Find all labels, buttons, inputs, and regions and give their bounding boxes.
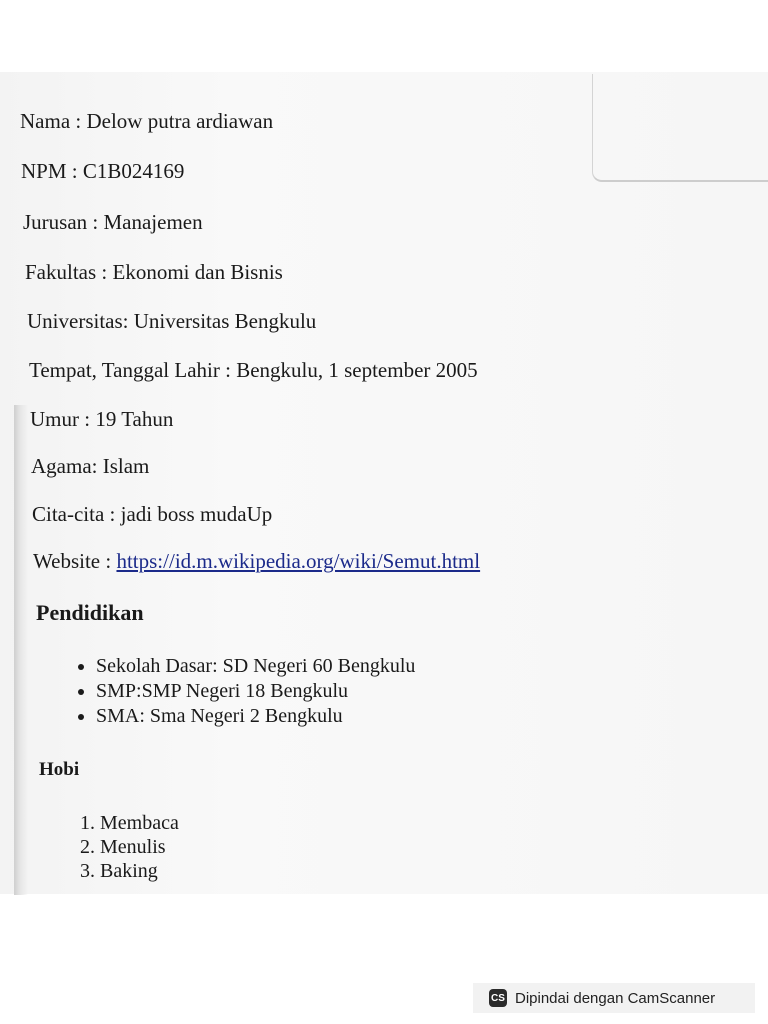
jurusan-line: Jurusan : Manajemen [23,210,203,234]
list-item: • SMP:SMP Negeri 18 Bengkulu [96,679,415,704]
hobi-heading: Hobi [39,759,80,780]
list-item: 3. Baking [100,859,179,883]
pendidikan-list [0,654,415,729]
cita-cita-line: Cita-cita : jadi boss mudaUp [32,502,273,526]
umur-line: Umur : 19 Tahun [30,407,174,431]
ttl-line: Tempat, Tanggal Lahir : Bengkulu, 1 september 2005 [29,358,478,382]
website-label: Website : [33,549,117,573]
camscanner-badge [473,983,755,1013]
fakultas-line: Fakultas : Ekonomi dan Bisnis [25,260,283,284]
npm-line: NPM : C1B024169 [21,159,185,183]
corner-fold [592,74,768,182]
camscanner-logo-icon: CS [489,989,507,1007]
list-item: 1. Membaca [100,811,179,835]
list-item: 2. Menulis [100,835,179,859]
website-link[interactable]: https://id.m.wikipedia.org/wiki/Semut.html [116,549,481,573]
camscanner-label: Dipindai dengan CamScanner [515,989,716,1007]
website-line [33,549,480,574]
hobi-list [0,811,179,883]
agama-line: Agama: Islam [31,454,150,478]
list-item: • Sekolah Dasar: SD Negeri 60 Bengkulu [96,654,415,679]
pendidikan-heading: Pendidikan [36,600,144,625]
list-item: • SMA: Sma Negeri 2 Bengkulu [96,704,415,729]
scan-top-margin [0,0,768,72]
nama-line: Nama : Delow putra ardiawan [20,109,274,133]
scanned-page [0,72,768,894]
universitas-line: Universitas: Universitas Bengkulu [27,309,317,333]
